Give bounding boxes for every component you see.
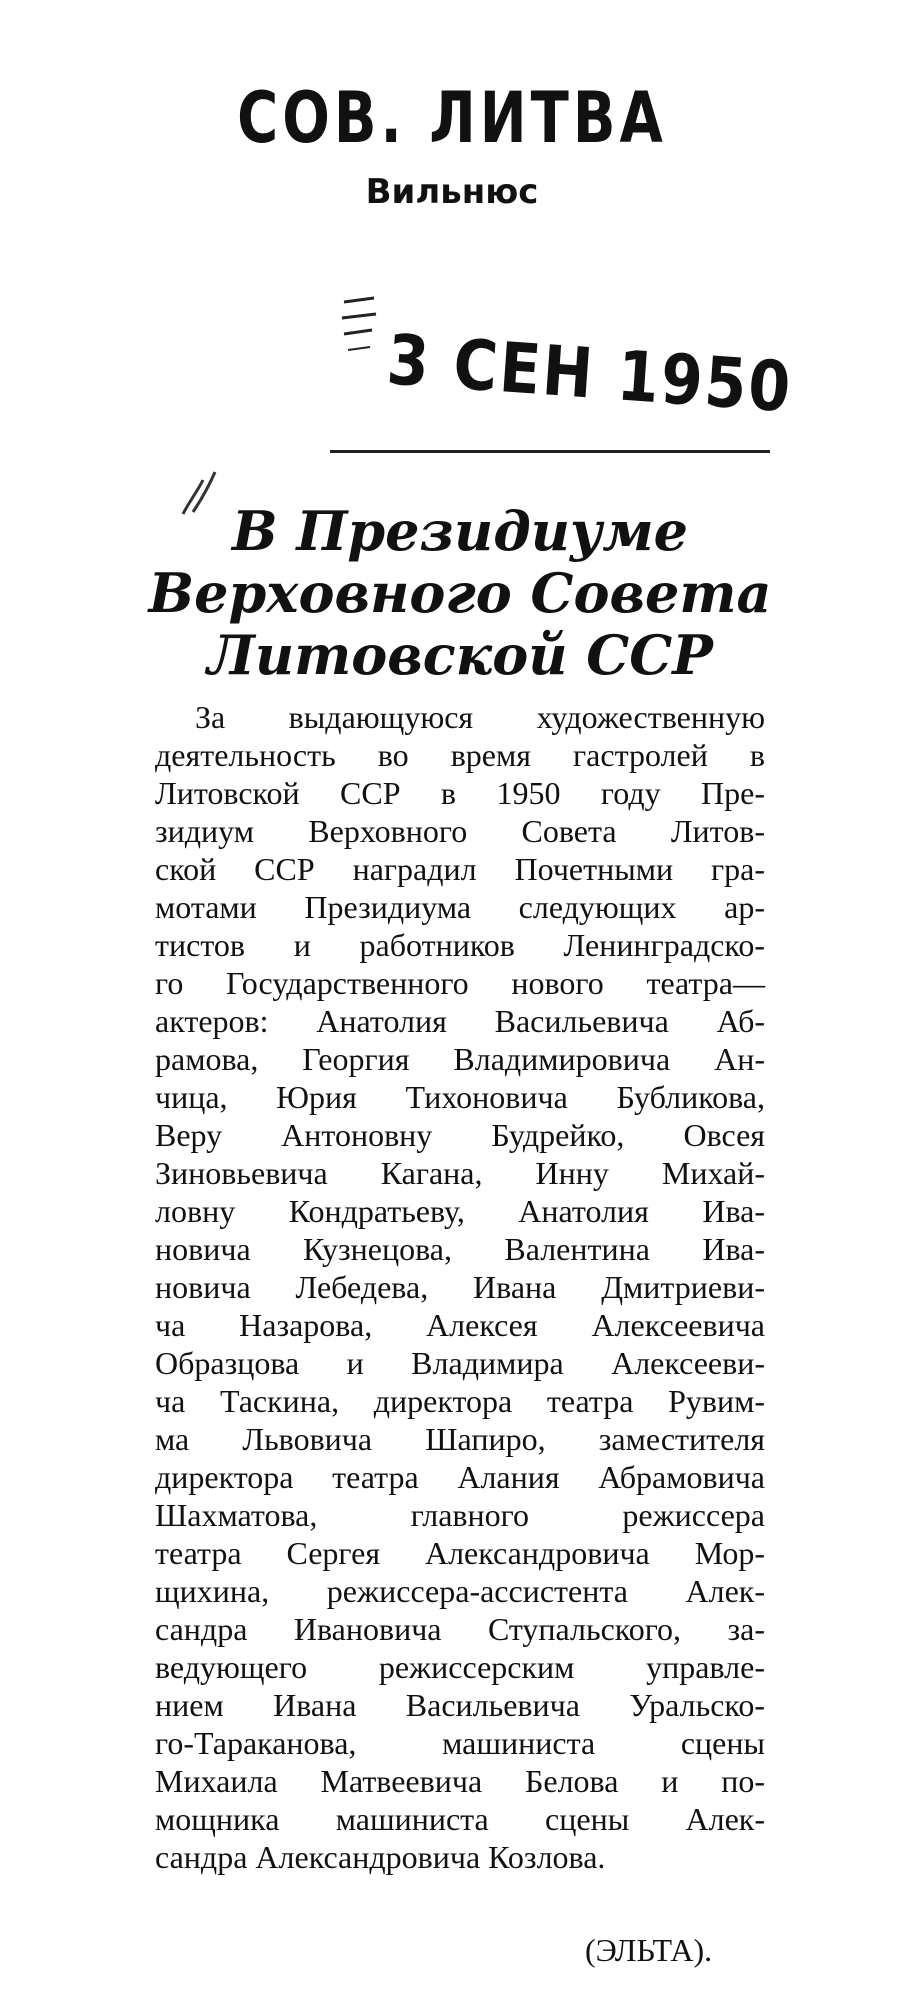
body-line: Образцова и Владимира Алексееви- <box>155 1345 765 1381</box>
body-line: деятельность во время гастролей в <box>155 737 765 773</box>
body-line: актеров: Анатолия Васильевича Аб- <box>155 1003 765 1039</box>
body-line: щихина, режиссера-ассистента Алек- <box>155 1573 765 1609</box>
body-line: мотами Президиума следующих ар- <box>155 889 765 925</box>
body-line: Шахматова, главного режиссера <box>155 1497 765 1533</box>
body-line: мощника машиниста сцены Алек- <box>155 1801 765 1837</box>
body-line: ской ССР наградил Почетными гра- <box>155 851 765 887</box>
body-line: чица, Юрия Тихоновича Бубликова, <box>155 1079 765 1115</box>
news-agency-credit: (ЭЛЬТА). <box>585 1932 713 1968</box>
headline-line: В Президиуме <box>231 499 689 563</box>
article-headline <box>120 500 800 686</box>
city-stamp: Вильнюс <box>365 172 539 212</box>
body-line: директора театра Алания Абрамовича <box>155 1459 765 1495</box>
body-line: го-Тараканова, машиниста сцены <box>155 1725 765 1761</box>
body-line: нием Ивана Васильевича Уральско- <box>155 1687 765 1723</box>
body-line: театра Сергея Александровича Мор- <box>155 1535 765 1571</box>
body-line: За выдающуюся художественную <box>195 699 765 735</box>
body-line: ча Таскина, директора театра Рувим- <box>155 1383 765 1419</box>
body-line: Литовской ССР в 1950 году Пре- <box>155 775 765 811</box>
body-line: тистов и работников Ленинградско- <box>155 927 765 963</box>
date-stamp: 3 СЕН 1950 <box>384 320 795 429</box>
body-line: ведующего режиссерским управле- <box>155 1649 765 1685</box>
body-line: зидиум Верховного Совета Литов- <box>155 813 765 849</box>
date-stamp-marks-icon <box>340 292 380 372</box>
body-line: ма Львовича Шапиро, заместителя <box>155 1421 765 1457</box>
divider-rule <box>330 450 770 453</box>
body-line: ча Назарова, Алексея Алексеевича <box>155 1307 765 1343</box>
body-line: Михаила Матвеевича Белова и по- <box>155 1763 765 1799</box>
body-line: го Государственного нового театра— <box>155 965 765 1001</box>
body-line: сандра Александровича Козлова. <box>155 1839 606 1875</box>
body-line: новича Кузнецова, Валентина Ива- <box>155 1231 765 1267</box>
article-body <box>155 698 765 1876</box>
headline-line: Верховного Совета <box>148 561 772 625</box>
body-line: новича Лебедева, Ивана Дмитриеви- <box>155 1269 765 1305</box>
body-line: Веру Антоновну Будрейко, Овсея <box>155 1117 765 1153</box>
body-line: Зиновьевича Кагана, Инну Михай- <box>155 1155 765 1191</box>
newspaper-name-stamp: СОВ. ЛИТВА <box>237 78 667 160</box>
body-line: ловну Кондратьеву, Анатолия Ива- <box>155 1193 765 1229</box>
body-line: рамова, Георгия Владимировича Ан- <box>155 1041 765 1077</box>
headline-line: Литовской ССР <box>207 623 713 687</box>
body-line: сандра Ивановича Ступальского, за- <box>155 1611 765 1647</box>
